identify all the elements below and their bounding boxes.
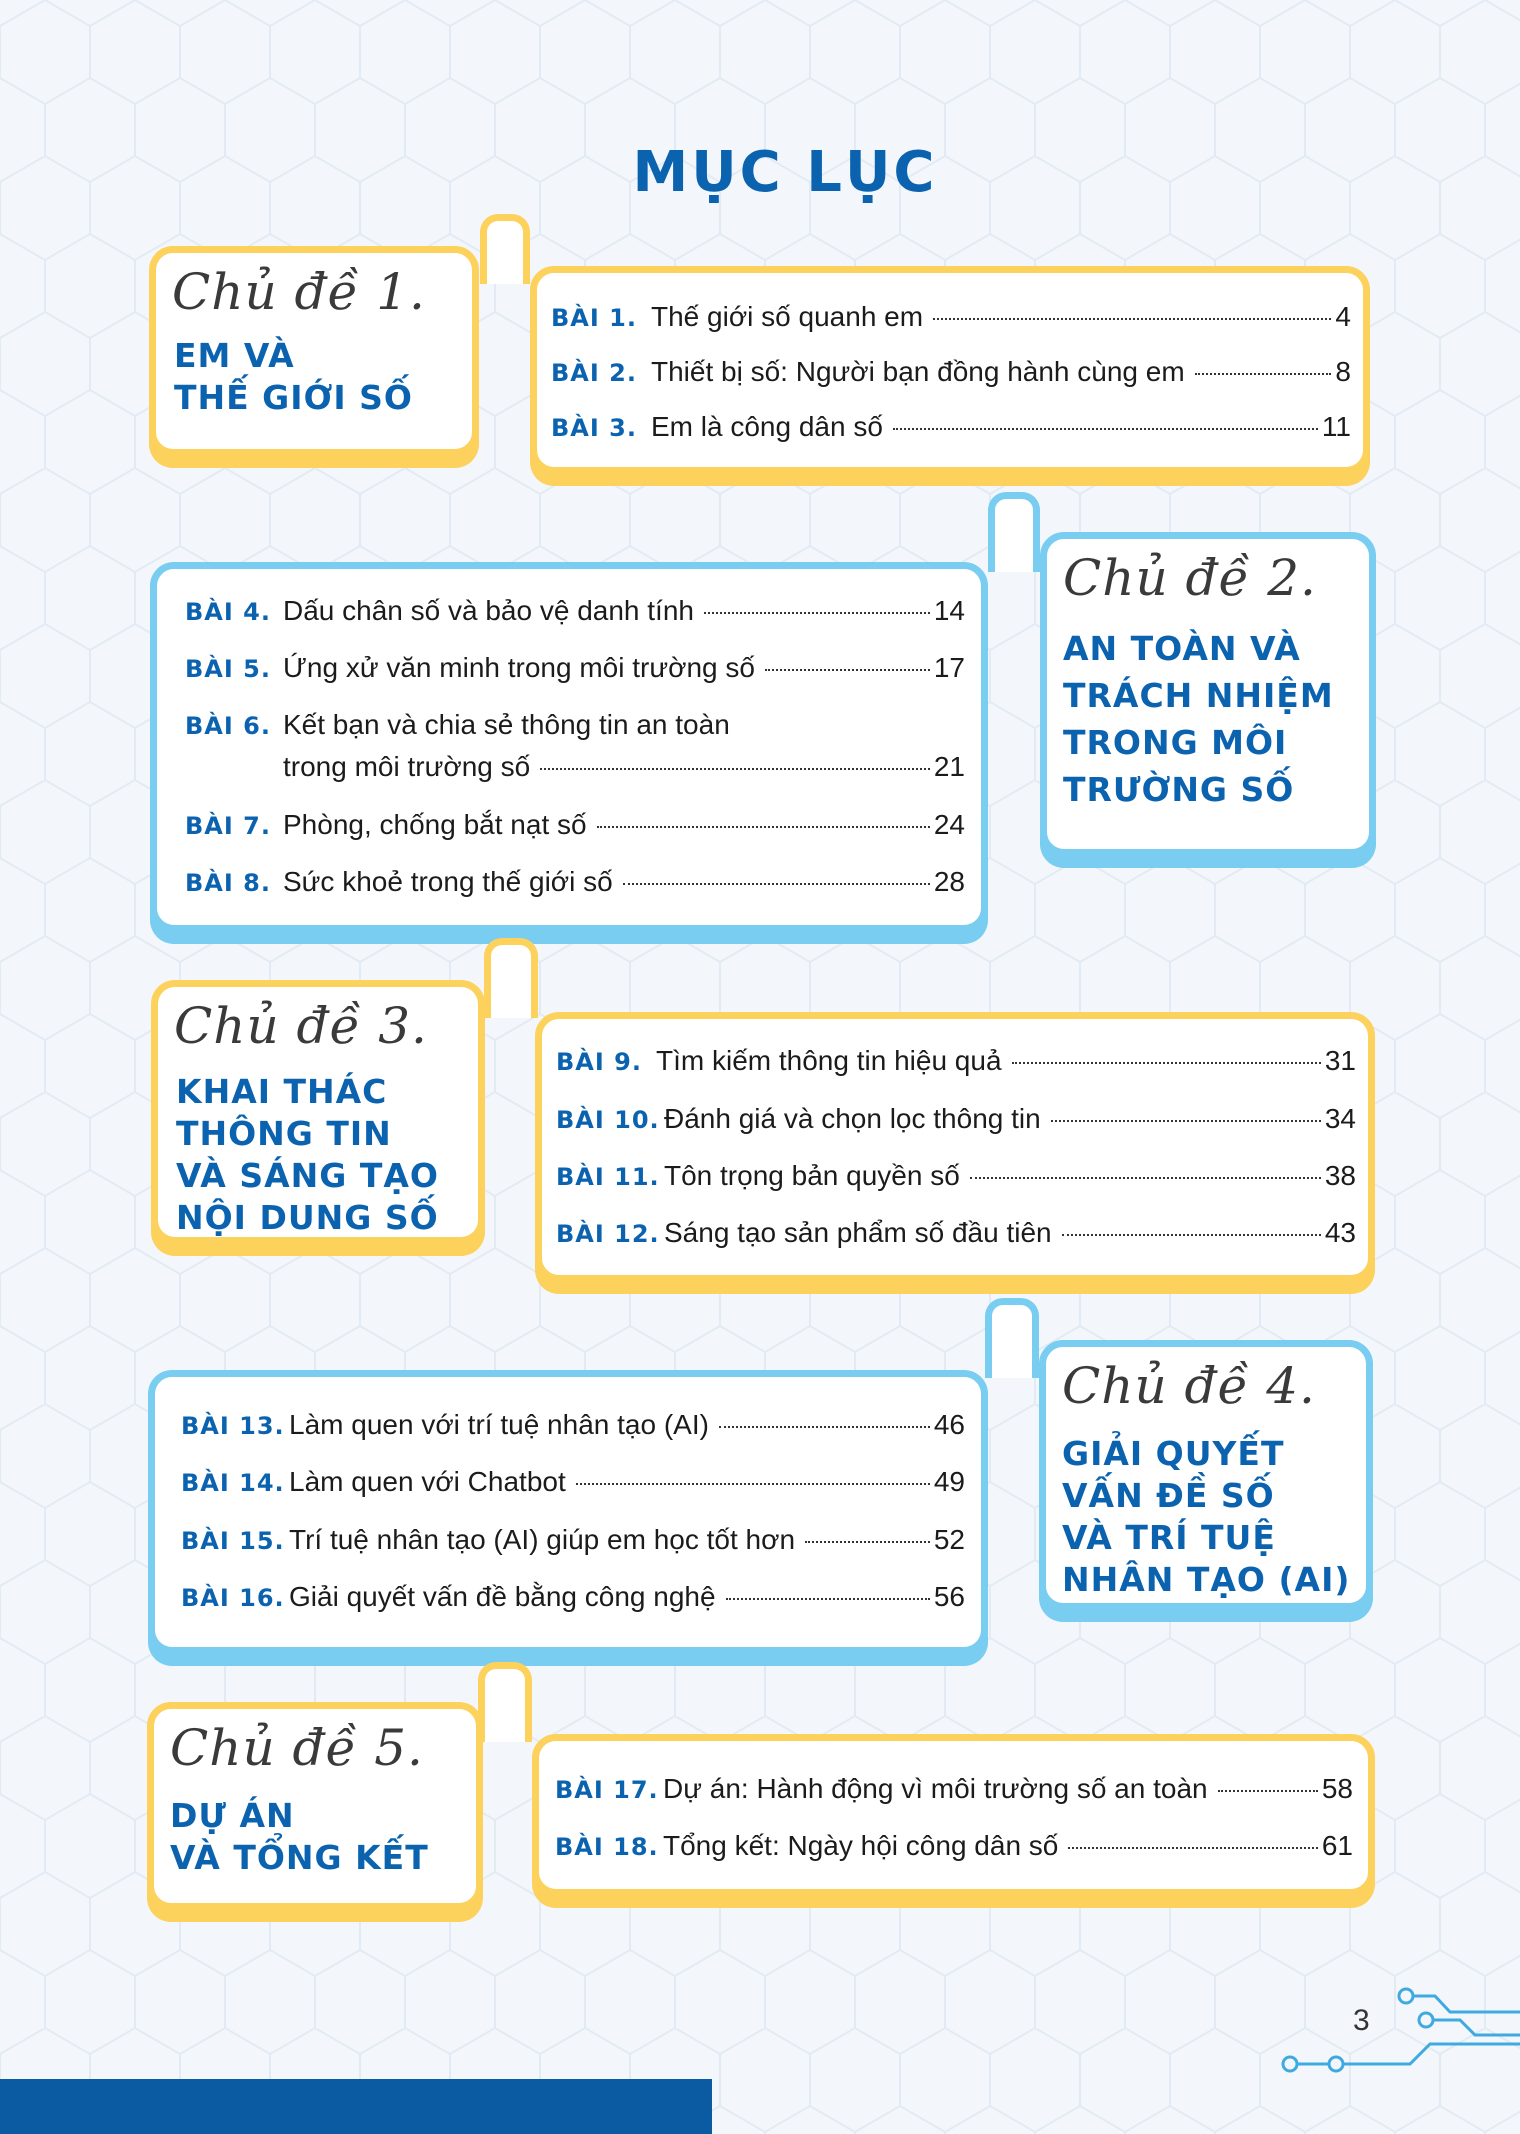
lesson-item[interactable]: [181, 1581, 965, 1613]
leader-dots: [1195, 373, 1332, 375]
topic-2-lessons-card: [150, 562, 988, 932]
lesson-number: BÀI 17.: [555, 1776, 659, 1804]
lesson-name: Ứng xử văn minh trong môi trường số: [283, 652, 755, 683]
topic-3-title-line: NỘI DUNG SỐ: [176, 1198, 439, 1237]
footer-color-bar: [0, 2079, 712, 2134]
page-title: MỤC LỤC: [632, 140, 938, 205]
lesson-page: 38: [1324, 1160, 1356, 1191]
lesson-page: 14: [933, 595, 965, 626]
lesson-number: BÀI 10.: [556, 1106, 660, 1134]
lesson-item[interactable]: [556, 1160, 1356, 1192]
topic-1-title-line: EM VÀ: [174, 336, 295, 375]
topic-3-connector-tab: [484, 938, 538, 1018]
leader-dots: [1012, 1062, 1321, 1064]
leader-dots: [1068, 1847, 1317, 1849]
lesson-number: BÀI 9.: [556, 1048, 642, 1076]
lesson-item[interactable]: [556, 1103, 1356, 1135]
lesson-name: Kết bạn và chia sẻ thông tin an toàn: [283, 709, 730, 740]
topic-5-label-card: [147, 1702, 483, 1910]
leader-dots: [933, 318, 1331, 320]
lesson-page: 61: [1321, 1830, 1353, 1861]
lesson-number: BÀI 8.: [185, 869, 271, 897]
topic-5-lessons-card: [532, 1734, 1375, 1896]
lesson-item[interactable]: [181, 1409, 965, 1441]
lesson-page: 8: [1335, 356, 1351, 387]
lesson-number: BÀI 12.: [556, 1220, 660, 1248]
leader-dots: [597, 826, 930, 828]
topic-1-title-line: THẾ GIỚI SỐ: [174, 378, 413, 417]
lesson-name: Dự án: Hành động vì môi trường số an toàn: [663, 1773, 1208, 1804]
topic-1-connector-tab: [480, 214, 530, 284]
lesson-item[interactable]: [185, 652, 965, 684]
topic-3-title-line: KHAI THÁC: [176, 1072, 388, 1111]
lesson-number: BÀI 7.: [185, 812, 271, 840]
lesson-item-continuation[interactable]: [283, 751, 965, 783]
lesson-name: Dấu chân số và bảo vệ danh tính: [283, 595, 694, 626]
lesson-name: Tìm kiếm thông tin hiệu quả: [656, 1045, 1002, 1076]
lesson-name: Thiết bị số: Người bạn đồng hành cùng em: [651, 356, 1185, 387]
lesson-item[interactable]: [551, 411, 1351, 443]
lesson-name: Sức khoẻ trong thế giới số: [283, 866, 613, 897]
lesson-item[interactable]: [556, 1045, 1356, 1077]
leader-dots: [765, 669, 930, 671]
topic-3-script-label: Chủ đề 3.: [174, 997, 428, 1055]
leader-dots: [576, 1483, 930, 1485]
lesson-name: Sáng tạo sản phẩm số đầu tiên: [664, 1217, 1052, 1248]
lesson-number: BÀI 1.: [551, 304, 637, 332]
topic-1-script-label: Chủ đề 1.: [172, 263, 426, 321]
lesson-page: 34: [1324, 1103, 1356, 1134]
topic-1-lessons-card: [530, 266, 1370, 474]
lesson-page: 49: [933, 1466, 965, 1497]
lesson-page: 4: [1335, 301, 1351, 332]
leader-dots: [540, 768, 930, 770]
lesson-page: 17: [933, 652, 965, 683]
lesson-number: BÀI 4.: [185, 598, 271, 626]
lesson-page: 24: [933, 809, 965, 840]
lesson-name: Trí tuệ nhân tạo (AI) giúp em học tốt hơn: [289, 1524, 796, 1555]
topic-3-title: [176, 1071, 439, 1239]
lesson-page: 56: [933, 1581, 965, 1612]
leader-dots: [970, 1177, 1321, 1179]
topic-4-title-line: VẤN ĐỀ SỐ: [1062, 1476, 1275, 1515]
lesson-item[interactable]: [551, 356, 1351, 388]
lesson-page: 31: [1324, 1045, 1356, 1076]
topic-3-title-line: THÔNG TIN: [176, 1114, 392, 1153]
lesson-number: BÀI 11.: [556, 1163, 660, 1191]
topic-5-title-line: DỰ ÁN: [170, 1796, 295, 1835]
lesson-number: BÀI 13.: [181, 1412, 285, 1440]
lesson-item[interactable]: [556, 1217, 1356, 1249]
lesson-number: BÀI 14.: [181, 1469, 285, 1497]
leader-dots: [1051, 1120, 1321, 1122]
page-number: 3: [1353, 2004, 1370, 2037]
lesson-page: 21: [933, 751, 965, 782]
topic-1-title: [174, 335, 413, 419]
lesson-item[interactable]: [185, 595, 965, 627]
lesson-item[interactable]: [555, 1830, 1353, 1862]
topic-2-script-label: Chủ đề 2.: [1063, 549, 1317, 607]
lesson-number: BÀI 3.: [551, 414, 637, 442]
lesson-page: 43: [1324, 1217, 1356, 1248]
leader-dots: [893, 428, 1318, 430]
topic-2-label-card: [1040, 532, 1376, 856]
lesson-item[interactable]: [555, 1773, 1353, 1805]
lesson-page: 52: [933, 1524, 965, 1555]
topic-4-title-line: GIẢI QUYẾT: [1062, 1434, 1285, 1473]
topic-3-label-card: [151, 980, 485, 1244]
lesson-name: Làm quen với Chatbot: [289, 1466, 566, 1497]
topic-4-label-card: [1039, 1340, 1373, 1610]
topic-5-connector-tab: [478, 1662, 532, 1742]
leader-dots: [1218, 1790, 1318, 1792]
circuit-decoration-icon: [1270, 1980, 1520, 2080]
topic-5-title: [170, 1795, 429, 1879]
topic-2-title-line: AN TOÀN VÀ: [1063, 629, 1301, 668]
lesson-name: Giải quyết vấn đề bằng công nghệ: [289, 1581, 716, 1612]
lesson-name: Tôn trọng bản quyền số: [664, 1160, 960, 1191]
lesson-name: Thế giới số quanh em: [651, 301, 924, 332]
lesson-name: Đánh giá và chọn lọc thông tin: [664, 1103, 1041, 1134]
lesson-name: Phòng, chống bắt nạt số: [283, 809, 587, 840]
lesson-name: Tổng kết: Ngày hội công dân số: [663, 1830, 1059, 1861]
topic-2-title: [1063, 625, 1334, 813]
topic-4-connector-tab: [985, 1298, 1039, 1378]
topic-2-title-line: TRƯỜNG SỐ: [1063, 770, 1295, 809]
lesson-number: BÀI 15.: [181, 1527, 285, 1555]
topic-4-script-label: Chủ đề 4.: [1062, 1357, 1316, 1415]
lesson-page: 58: [1321, 1773, 1353, 1804]
topic-3-title-line: VÀ SÁNG TẠO: [176, 1156, 439, 1195]
topic-2-title-line: TRÁCH NHIỆM: [1063, 676, 1334, 715]
topic-2-title-line: TRONG MÔI: [1063, 723, 1288, 762]
lesson-item[interactable]: [551, 301, 1351, 333]
leader-dots: [719, 1426, 930, 1428]
lesson-page: 28: [933, 866, 965, 897]
lesson-name-line-2: trong môi trường số: [283, 751, 531, 782]
lesson-number: BÀI 16.: [181, 1584, 285, 1612]
lesson-page: 46: [933, 1409, 965, 1440]
lesson-number: BÀI 6.: [185, 712, 271, 740]
topic-5-title-line: VÀ TỔNG KẾT: [170, 1838, 429, 1877]
lesson-number: BÀI 5.: [185, 655, 271, 683]
leader-dots: [805, 1541, 930, 1543]
topic-4-title: [1062, 1433, 1350, 1601]
topic-4-title-line: NHÂN TẠO (AI): [1062, 1560, 1351, 1599]
topic-4-lessons-card: [148, 1370, 988, 1654]
lesson-page: 11: [1321, 411, 1351, 442]
topic-1-label-card: [149, 246, 479, 456]
topic-2-connector-tab: [988, 492, 1040, 572]
lesson-number: BÀI 18.: [555, 1833, 659, 1861]
lesson-item[interactable]: [181, 1524, 965, 1556]
leader-dots: [623, 883, 930, 885]
lesson-name: Em là công dân số: [651, 411, 883, 442]
topic-3-lessons-card: [535, 1012, 1375, 1282]
lesson-item[interactable]: [185, 809, 965, 841]
lesson-item[interactable]: [181, 1466, 965, 1498]
topic-4-title-line: VÀ TRÍ TUỆ: [1062, 1518, 1276, 1557]
lesson-item[interactable]: [185, 866, 965, 898]
lesson-item[interactable]: [185, 709, 965, 741]
lesson-number: BÀI 2.: [551, 359, 637, 387]
leader-dots: [704, 612, 930, 614]
lesson-name: Làm quen với trí tuệ nhân tạo (AI): [289, 1409, 709, 1440]
leader-dots: [726, 1598, 930, 1600]
topic-5-script-label: Chủ đề 5.: [170, 1719, 424, 1777]
leader-dots: [1062, 1234, 1321, 1236]
